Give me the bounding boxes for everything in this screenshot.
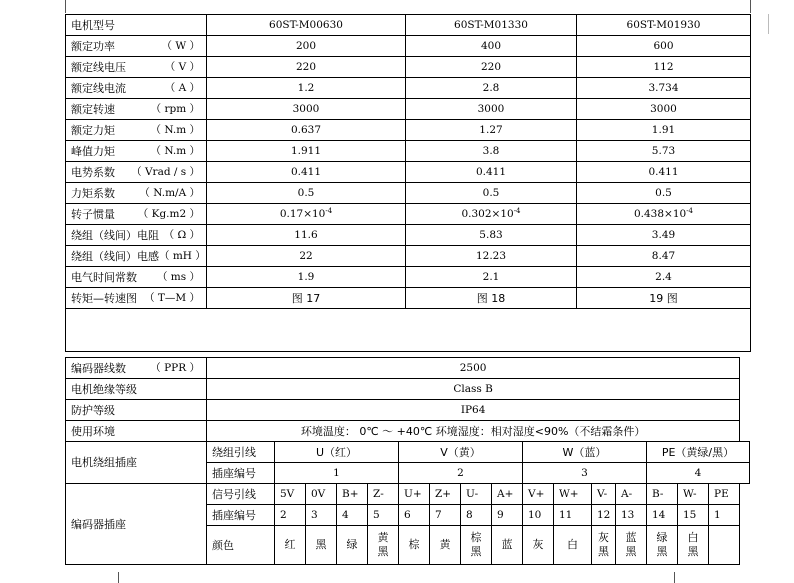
encoder-signal: V- xyxy=(592,484,616,505)
spec-label: 峰值力矩 xyxy=(71,144,115,158)
spec-row xyxy=(66,78,751,99)
spec-label: 额定线电压 xyxy=(71,60,126,74)
encoder-signal-row xyxy=(66,484,750,505)
wire-color-line: 黑 xyxy=(377,545,389,558)
spec-unit: （ Ω ） xyxy=(163,228,200,241)
encoder-pin-label: 插座编号 xyxy=(207,505,275,526)
wire-color xyxy=(678,526,709,565)
inertia-mantissa: 0.17×10 xyxy=(279,207,326,220)
spec-unit: （ V ） xyxy=(164,60,200,73)
encoder-signal-label: 信号引线 xyxy=(207,484,275,505)
spec-label: 额定线电流 xyxy=(71,81,126,95)
encoder-pin: 9 xyxy=(492,505,523,526)
spec-value: 0.411 xyxy=(406,162,577,183)
wire-color-line: 黑 xyxy=(656,545,668,558)
wire-color-line: 棕 xyxy=(408,538,420,551)
wire-color xyxy=(492,526,523,565)
spec-unit: （ W ） xyxy=(161,39,200,52)
environment-value: 环境温度： 0℃ ～ +40℃ 环境湿度：相对湿度<90%（不结霜条件） xyxy=(207,421,740,442)
inertia-exponent: -4 xyxy=(686,206,694,215)
encoder-signal: U+ xyxy=(399,484,430,505)
spec-label-cell xyxy=(66,78,207,99)
wire-color-line: 绿 xyxy=(656,531,668,544)
spec-label: 电气时间常数 xyxy=(71,270,137,284)
spec-value: 400 xyxy=(406,36,577,57)
spec-value: 12.23 xyxy=(406,246,577,267)
spec-unit: （ N.m/A ） xyxy=(139,186,200,199)
winding-socket-label: 电机绕组插座 xyxy=(66,442,207,484)
wire-color xyxy=(306,526,337,565)
encoder-table xyxy=(65,357,750,565)
winding-pin: 1 xyxy=(275,463,399,484)
spec-label-cell xyxy=(66,267,207,288)
spec-unit: （ A ） xyxy=(164,81,200,94)
wire-color-line: 黑 xyxy=(598,545,609,558)
spec-row xyxy=(66,36,751,57)
spec-unit: （ ms ） xyxy=(156,270,200,283)
encoder-pin: 8 xyxy=(461,505,492,526)
spec-value: 220 xyxy=(207,57,406,78)
inertia-exponent: -4 xyxy=(513,206,521,215)
spec-value xyxy=(207,204,406,225)
spacer-cell xyxy=(66,309,751,352)
wire-color xyxy=(709,526,740,565)
model-2: 60ST-M01330 xyxy=(406,15,577,36)
wire-color-line: 黑 xyxy=(687,545,699,558)
ppr-label: 编码器线数 xyxy=(71,361,126,375)
crop-mark-top-right xyxy=(750,0,751,13)
encoder-signal: B- xyxy=(647,484,678,505)
spec-unit: （ Vrad / s ） xyxy=(131,165,200,178)
spec-unit: （ T—M ） xyxy=(144,291,200,304)
spec-value: 5.83 xyxy=(406,225,577,246)
inertia-mantissa: 0.438×10 xyxy=(633,207,687,220)
spec-value: 3.8 xyxy=(406,141,577,162)
encoder-signal: V+ xyxy=(523,484,554,505)
encoder-pin: 3 xyxy=(306,505,337,526)
spec-value: 8.47 xyxy=(577,246,751,267)
spec-unit: （ Kg.m2 ） xyxy=(137,207,200,220)
spec-value: 112 xyxy=(577,57,751,78)
spec-label-cell xyxy=(66,120,207,141)
spec-header-row xyxy=(66,15,751,36)
encoder-pin: 6 xyxy=(399,505,430,526)
wire-color xyxy=(554,526,592,565)
spec-row xyxy=(66,204,751,225)
encoder-pin: 1 xyxy=(709,505,740,526)
spec-unit: （ mH ） xyxy=(159,249,206,262)
wire-color xyxy=(399,526,430,565)
spec-label-cell xyxy=(66,141,207,162)
spec-value: 3000 xyxy=(406,99,577,120)
spec-value: 5.73 xyxy=(577,141,751,162)
encoder-signal: Z- xyxy=(368,484,399,505)
wire-color xyxy=(616,526,647,565)
protection-label: 防护等级 xyxy=(66,400,207,421)
encoder-signal: PE xyxy=(709,484,740,505)
protection-value: IP64 xyxy=(207,400,740,421)
spec-value: 1.91 xyxy=(577,120,751,141)
encoder-pin: 15 xyxy=(678,505,709,526)
spec-row xyxy=(66,288,751,309)
insulation-value: Class B xyxy=(207,379,740,400)
spec-value: 2.8 xyxy=(406,78,577,99)
encoder-signal: 0V xyxy=(306,484,337,505)
spec-label-cell xyxy=(66,204,207,225)
spec-value: 1.2 xyxy=(207,78,406,99)
spec-label: 力矩系数 xyxy=(71,186,115,200)
spec-row xyxy=(66,183,751,204)
wire-color-line: 灰 xyxy=(598,531,609,544)
encoder-signal: U- xyxy=(461,484,492,505)
spec-value: 0.5 xyxy=(406,183,577,204)
ppr-row xyxy=(66,358,750,379)
encoder-socket-label: 编码器插座 xyxy=(66,484,207,565)
spec-value: 220 xyxy=(406,57,577,78)
insulation-label: 电机绝缘等级 xyxy=(66,379,207,400)
wire-color xyxy=(368,526,399,565)
encoder-signal: Z+ xyxy=(430,484,461,505)
encoder-pin: 4 xyxy=(337,505,368,526)
spec-value: 3.734 xyxy=(577,78,751,99)
wire-color-line: 黑 xyxy=(625,545,637,558)
spec-value: 图 18 xyxy=(406,288,577,309)
spec-label: 电势系数 xyxy=(71,165,115,179)
wire-color-line: 白 xyxy=(567,538,578,551)
motor-spec-table xyxy=(65,14,751,352)
wire-color-line: 棕 xyxy=(470,531,482,544)
crop-mark-top-left xyxy=(65,0,66,13)
encoder-pin: 10 xyxy=(523,505,554,526)
winding-pin: 4 xyxy=(647,463,750,484)
spec-value: 3000 xyxy=(577,99,751,120)
spec-value: 2.4 xyxy=(577,267,751,288)
wire-color-line: 蓝 xyxy=(501,538,513,551)
ppr-value: 2500 xyxy=(207,358,740,379)
wire-color xyxy=(523,526,554,565)
spec-value: 1.911 xyxy=(207,141,406,162)
wire-color-line: 蓝 xyxy=(625,531,637,544)
spec-value: 200 xyxy=(207,36,406,57)
encoder-pin: 12 xyxy=(592,505,616,526)
wire-color-line: 黄 xyxy=(439,538,451,551)
spec-label: 额定转速 xyxy=(71,102,115,116)
spec-label: 转子惯量 xyxy=(71,207,115,221)
spec-value: 0.411 xyxy=(207,162,406,183)
spec-label-cell xyxy=(66,183,207,204)
spec-unit: （ N.m ） xyxy=(150,123,200,136)
wire-color xyxy=(461,526,492,565)
spec-value: 19 图 xyxy=(577,288,751,309)
model-3: 60ST-M01930 xyxy=(577,15,751,36)
model-label: 电机型号 xyxy=(66,15,207,36)
encoder-pin: 13 xyxy=(616,505,647,526)
spec-label-cell xyxy=(66,57,207,78)
spec-value: 3.49 xyxy=(577,225,751,246)
encoder-signal: A+ xyxy=(492,484,523,505)
spec-row xyxy=(66,225,751,246)
spec-row xyxy=(66,141,751,162)
crop-mark-bottom-right xyxy=(674,572,675,583)
wire-color-line: 灰 xyxy=(532,538,544,551)
encoder-signal: A- xyxy=(616,484,647,505)
spec-row xyxy=(66,267,751,288)
spec-label-cell xyxy=(66,246,207,267)
spec-label-cell xyxy=(66,225,207,246)
encoder-pin: 5 xyxy=(368,505,399,526)
wire-color-line: 白 xyxy=(687,531,699,544)
spec-label: 绕组（线间）电阻 xyxy=(71,228,159,242)
winding-lead: U（红） xyxy=(275,442,399,463)
inertia-mantissa: 0.302×10 xyxy=(461,207,514,220)
spec-label: 转矩—转速图 xyxy=(71,291,137,305)
winding-pin: 2 xyxy=(399,463,523,484)
wire-color xyxy=(337,526,368,565)
encoder-signal: W+ xyxy=(554,484,592,505)
spec-value: 0.5 xyxy=(207,183,406,204)
spec-label: 额定功率 xyxy=(71,39,115,53)
spec-value: 11.6 xyxy=(207,225,406,246)
winding-lead-row xyxy=(66,442,750,463)
winding-lead: V（黄） xyxy=(399,442,523,463)
wire-color xyxy=(647,526,678,565)
crop-mark-right xyxy=(768,14,769,34)
spec-value: 0.411 xyxy=(577,162,751,183)
spec-value: 0.637 xyxy=(207,120,406,141)
spec-row xyxy=(66,246,751,267)
ppr-unit: （ PPR ） xyxy=(150,361,200,374)
spec-value: 0.5 xyxy=(577,183,751,204)
spec-value: 1.27 xyxy=(406,120,577,141)
ppr-label-cell xyxy=(66,358,207,379)
model-1: 60ST-M00630 xyxy=(207,15,406,36)
wire-color-line: 黑 xyxy=(470,545,482,558)
encoder-color-label: 颜色 xyxy=(207,526,275,565)
spec-row xyxy=(66,120,751,141)
spec-value: 3000 xyxy=(207,99,406,120)
encoder-pin: 7 xyxy=(430,505,461,526)
spec-value xyxy=(577,204,751,225)
encoder-signal: 5V xyxy=(275,484,306,505)
encoder-signal: W- xyxy=(678,484,709,505)
spec-label-cell xyxy=(66,288,207,309)
encoder-pin: 11 xyxy=(554,505,592,526)
inertia-exponent: -4 xyxy=(325,206,333,215)
protection-row xyxy=(66,400,750,421)
insulation-row xyxy=(66,379,750,400)
spec-value: 22 xyxy=(207,246,406,267)
environment-label: 使用环境 xyxy=(66,421,207,442)
wire-color xyxy=(430,526,461,565)
winding-pin: 3 xyxy=(523,463,647,484)
encoder-pin: 14 xyxy=(647,505,678,526)
spec-value: 2.1 xyxy=(406,267,577,288)
wire-color xyxy=(275,526,306,565)
spec-value xyxy=(406,204,577,225)
winding-lead: W（蓝） xyxy=(523,442,647,463)
spec-row xyxy=(66,99,751,120)
winding-lead: PE（黄绿/黑） xyxy=(647,442,750,463)
spec-label-cell xyxy=(66,36,207,57)
spec-value: 1.9 xyxy=(207,267,406,288)
winding-pin-label: 插座编号 xyxy=(207,463,275,484)
spec-row xyxy=(66,162,751,183)
spec-unit: （ rpm ） xyxy=(150,102,200,115)
spec-label-cell xyxy=(66,162,207,183)
spec-row xyxy=(66,57,751,78)
spec-value: 图 17 xyxy=(207,288,406,309)
spec-label: 绕组（线间）电感 xyxy=(71,249,159,263)
winding-lead-label: 绕组引线 xyxy=(207,442,275,463)
spec-label: 额定力矩 xyxy=(71,123,115,137)
environment-row xyxy=(66,421,750,442)
spacer-row xyxy=(66,309,751,352)
crop-mark-bottom-left xyxy=(118,572,119,583)
spec-value: 600 xyxy=(577,36,751,57)
wire-color-line: 绿 xyxy=(346,538,358,551)
wire-color-line: 红 xyxy=(284,538,296,551)
wire-color xyxy=(592,526,616,565)
encoder-pin: 2 xyxy=(275,505,306,526)
spec-unit: （ N.m ） xyxy=(150,144,200,157)
spec-label-cell xyxy=(66,99,207,120)
wire-color-line: 黑 xyxy=(315,538,327,551)
wire-color-line: 黄 xyxy=(377,531,389,544)
encoder-signal: B+ xyxy=(337,484,368,505)
